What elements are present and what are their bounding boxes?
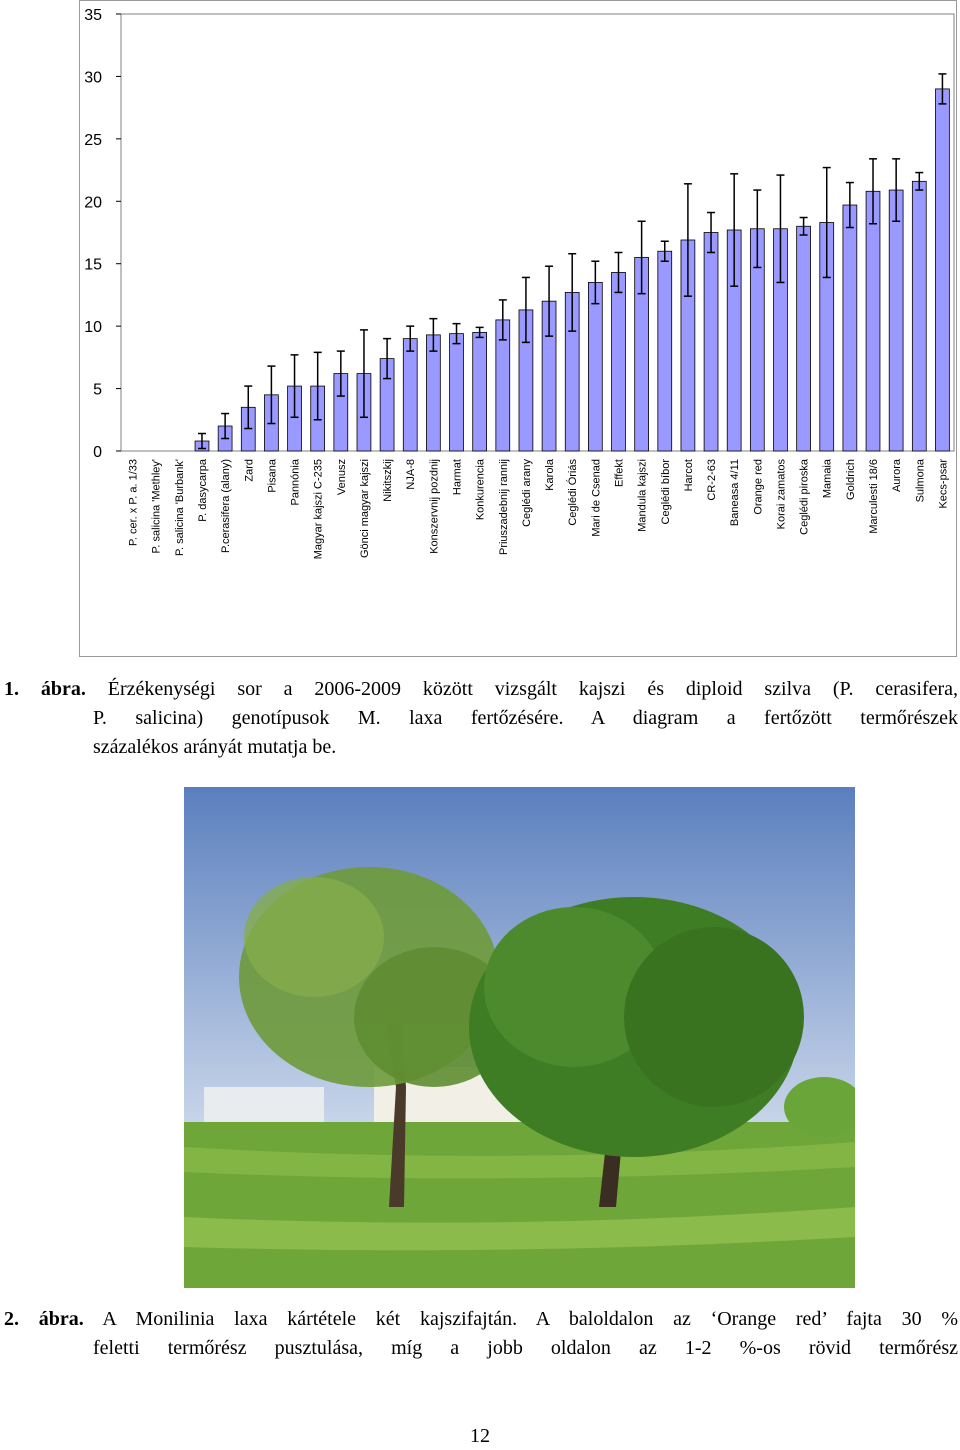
x-tick-label: Harmat [451, 459, 464, 496]
x-tick-label: Pannónia [289, 459, 302, 506]
x-tick-label: Venusz [335, 459, 348, 496]
x-tick-label: Baneasa 4/11 [729, 459, 742, 527]
orchard-photo [184, 787, 855, 1288]
building-left [204, 1087, 324, 1127]
y-tick-label: 0 [93, 444, 102, 461]
figure-2-label: 2. ábra. [4, 1308, 84, 1330]
x-tick-label: Sulmona [914, 459, 927, 503]
x-tick-label: Kecs-psar [937, 459, 950, 509]
y-tick-label: 20 [84, 194, 102, 212]
x-tick-label: Ceglédi piroska [798, 459, 811, 535]
bar [426, 335, 440, 451]
bar [473, 332, 487, 451]
x-tick-label: Magyar kajszi C-235 [312, 459, 325, 560]
caption-1-line-2: P. salicina) genotípusok M. laxa fertőzésére. A diagram a fertőzött termőrészek [93, 707, 958, 729]
page-number: 12 [470, 1425, 490, 1447]
caption-2-line-2: feletti termőrész pusztulása, míg a jobb oldalon az 1-2 %-os rövid termőrész [93, 1337, 958, 1359]
x-tick-label: CR-2-63 [706, 459, 719, 501]
y-tick-label: 5 [93, 381, 102, 399]
caption-1-line-3: százalékos arányát mutatja be. [93, 736, 337, 758]
x-tick-label: Effekt [613, 459, 626, 487]
caption-1-line-1: Érzékenységi sor a 2006-2009 között vizsgált kajszi és diploid szilva (P. cerasifera, [107, 678, 959, 700]
y-tick-label: 25 [84, 131, 102, 149]
x-tick-label: Harcot [682, 459, 695, 492]
x-tick-label: Konkurencia [474, 459, 487, 521]
x-tick-label: Ceglédi bíbor [659, 459, 672, 525]
x-tick-label: Korai zamatos [775, 459, 788, 530]
x-tick-label: Mandula kajszi [636, 459, 649, 532]
y-tick-label: 15 [84, 256, 102, 274]
figure-1-caption [4, 675, 958, 762]
bar [450, 334, 464, 451]
bar [403, 339, 417, 451]
caption-2-line-1: A Monilinia laxa kártétele két kajszifajtán. A baloldalon az ‘Orange red’ fajta 30 % [102, 1308, 959, 1330]
x-tick-label: P. salicina 'Burbank' [173, 459, 186, 556]
x-tick-label: Gönci magyar kajszi [358, 459, 371, 559]
x-tick-label: P. cer. x P. a. 1/33 [127, 459, 140, 547]
bar [588, 282, 602, 451]
x-tick-label: Karola [544, 459, 557, 491]
y-tick-label: 35 [84, 7, 102, 24]
x-tick-label: Mamaia [821, 459, 834, 499]
bar [797, 226, 811, 451]
x-tick-label: P. salicina 'Methley' [150, 459, 163, 554]
chart-svg [80, 1, 958, 658]
x-tick-label: Konszervnij pozdnij [428, 459, 441, 554]
x-tick-label: P.cerasifera (alany) [220, 459, 233, 553]
x-tick-label: P. dasycarpa [196, 459, 209, 522]
bar [704, 233, 718, 452]
bar-chart [79, 0, 957, 657]
bar [612, 272, 626, 451]
x-tick-label: Priuszadebnij rannij [497, 458, 510, 555]
x-tick-label: Nikitszkij [382, 459, 395, 502]
x-tick-label: Mari de Csenad [590, 459, 603, 537]
x-tick-label: Pisana [266, 459, 279, 493]
x-tick-label: Orange red [752, 459, 765, 515]
grass [184, 1122, 855, 1288]
figure-1-label: 1. ábra. [4, 678, 86, 700]
x-tick-label: NJA-8 [405, 459, 418, 490]
figure-2-caption [4, 1305, 958, 1363]
bar [935, 89, 949, 451]
bar [866, 191, 880, 451]
bar [889, 190, 903, 451]
bar [912, 181, 926, 451]
bar [658, 251, 672, 451]
y-tick-label: 30 [84, 69, 102, 87]
x-tick-label: Aurora [891, 459, 904, 493]
y-tick-label: 10 [84, 319, 102, 337]
x-tick-label: Zard [243, 459, 256, 482]
x-tick-label: Ceglédi Óriás [567, 459, 580, 526]
bar [843, 205, 857, 451]
x-tick-label: Marculesti 18/6 [868, 459, 881, 534]
x-tick-label: Ceglédi arany [520, 459, 533, 527]
x-tick-label: Goldrich [844, 459, 857, 500]
